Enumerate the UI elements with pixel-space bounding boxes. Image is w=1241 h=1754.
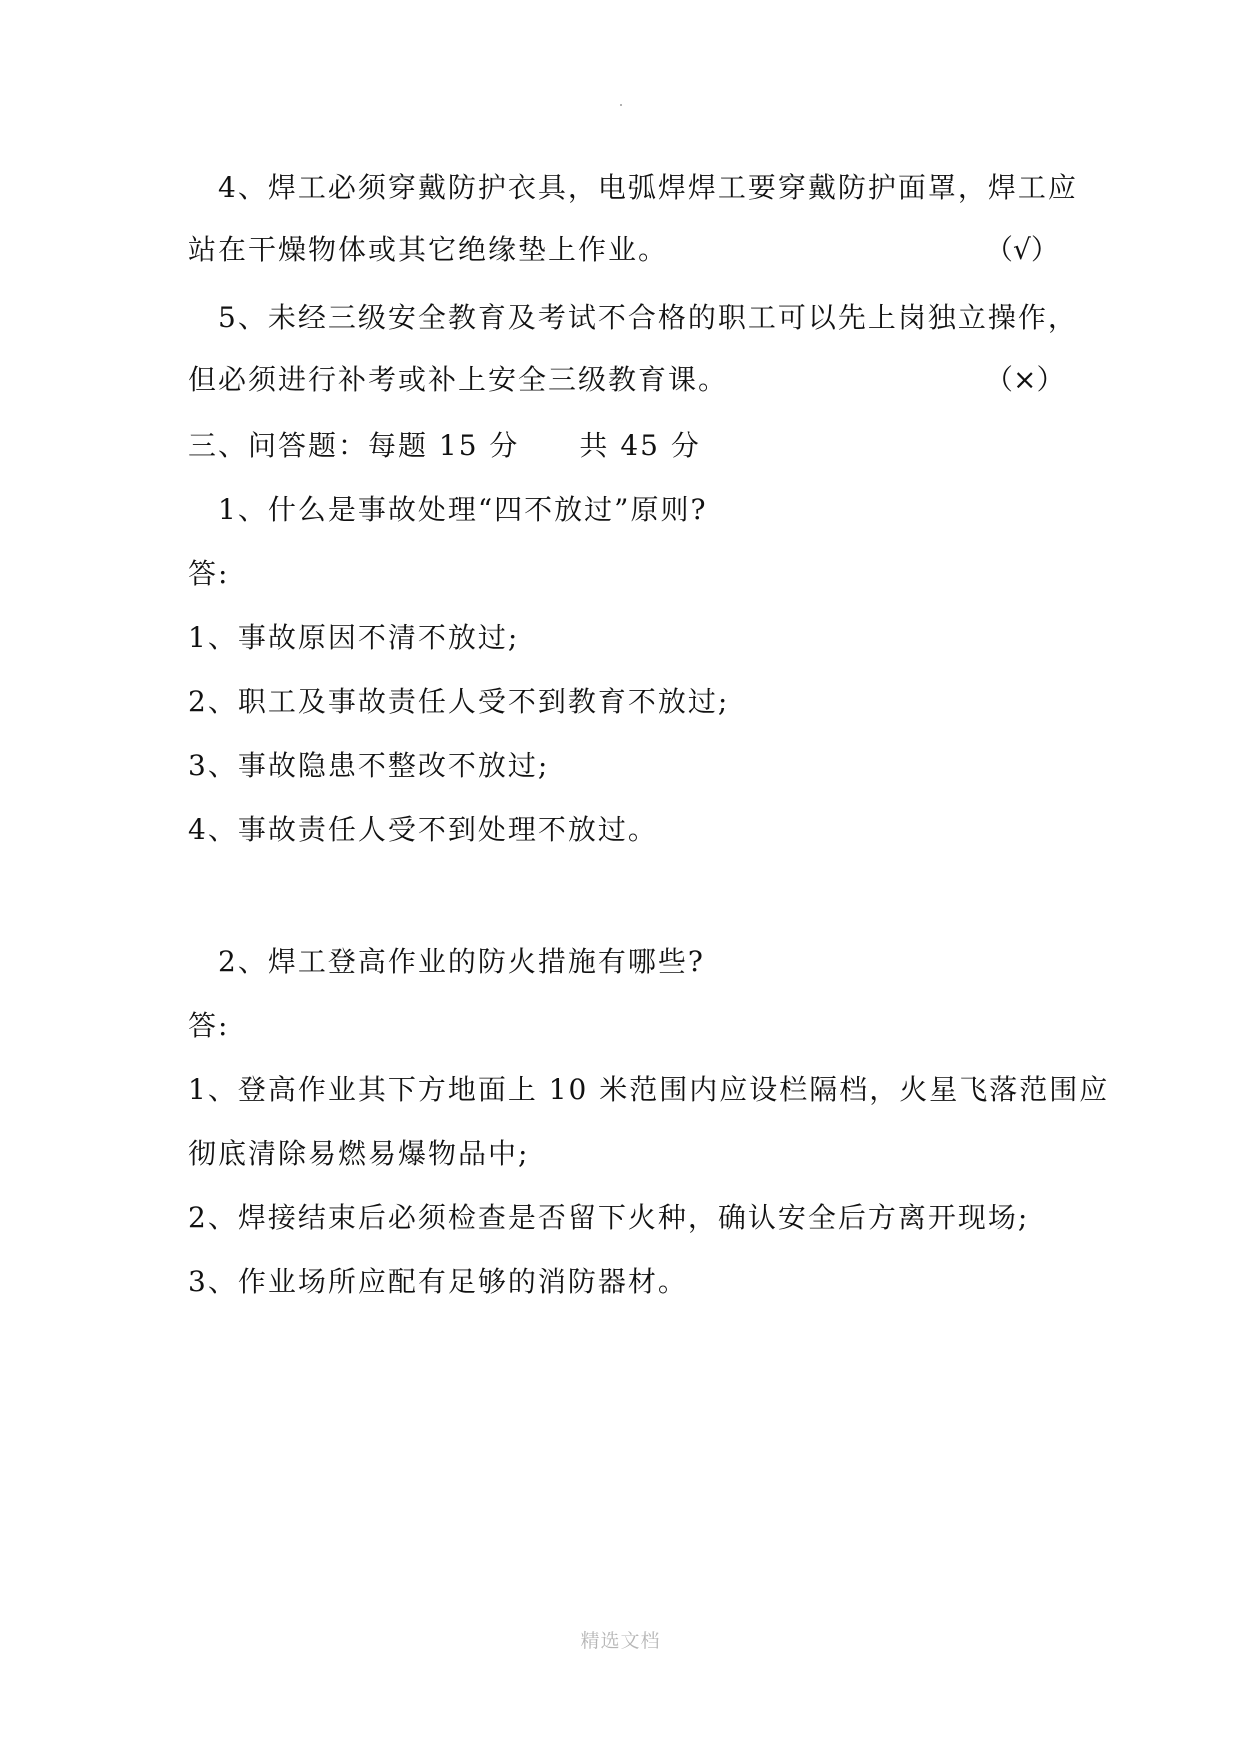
item5-answer-mark: （×） <box>985 363 1065 396</box>
q1-answer-4: 4、事故责任人受不到处理不放过。 <box>188 813 658 846</box>
page-dot <box>620 104 622 106</box>
q1-question: 1、什么是事故处理“四不放过”原则? <box>218 493 708 526</box>
q2-question: 2、焊工登高作业的防火措施有哪些? <box>218 945 705 978</box>
q2-answer-3: 3、作业场所应配有足够的消防器材。 <box>188 1265 688 1298</box>
item4-line1: 4、焊工必须穿戴防护衣具，电弧焊焊工要穿戴防护面罩，焊工应 <box>218 171 1078 204</box>
item5-line1: 5、未经三级安全教育及考试不合格的职工可以先上岗独立操作， <box>218 301 1078 334</box>
q1-answer-3: 3、事故隐患不整改不放过; <box>188 749 550 782</box>
item4-answer-mark: （√） <box>985 233 1059 266</box>
item4-line2: 站在干燥物体或其它绝缘垫上作业。 <box>188 233 669 266</box>
q2-answer-1-cont: 彻底清除易燃易爆物品中; <box>188 1137 530 1170</box>
q1-answer-2: 2、职工及事故责任人受不到教育不放过; <box>188 685 730 718</box>
page-footer: 精选文档 <box>580 1630 661 1652</box>
item5-line2: 但必须进行补考或补上安全三级教育课。 <box>188 363 729 396</box>
q1-answer-label: 答: <box>188 557 230 590</box>
section3-heading: 三、问答题：每题 15 分 共 45 分 <box>188 429 701 462</box>
q2-answer-1: 1、登高作业其下方地面上 10 米范围内应设栏隔档，火星飞落范围应 <box>188 1073 1110 1106</box>
q1-answer-1: 1、事故原因不清不放过; <box>188 621 520 654</box>
q2-answer-label: 答: <box>188 1009 230 1042</box>
q2-answer-2: 2、焊接结束后必须检查是否留下火种，确认安全后方离开现场; <box>188 1201 1030 1234</box>
